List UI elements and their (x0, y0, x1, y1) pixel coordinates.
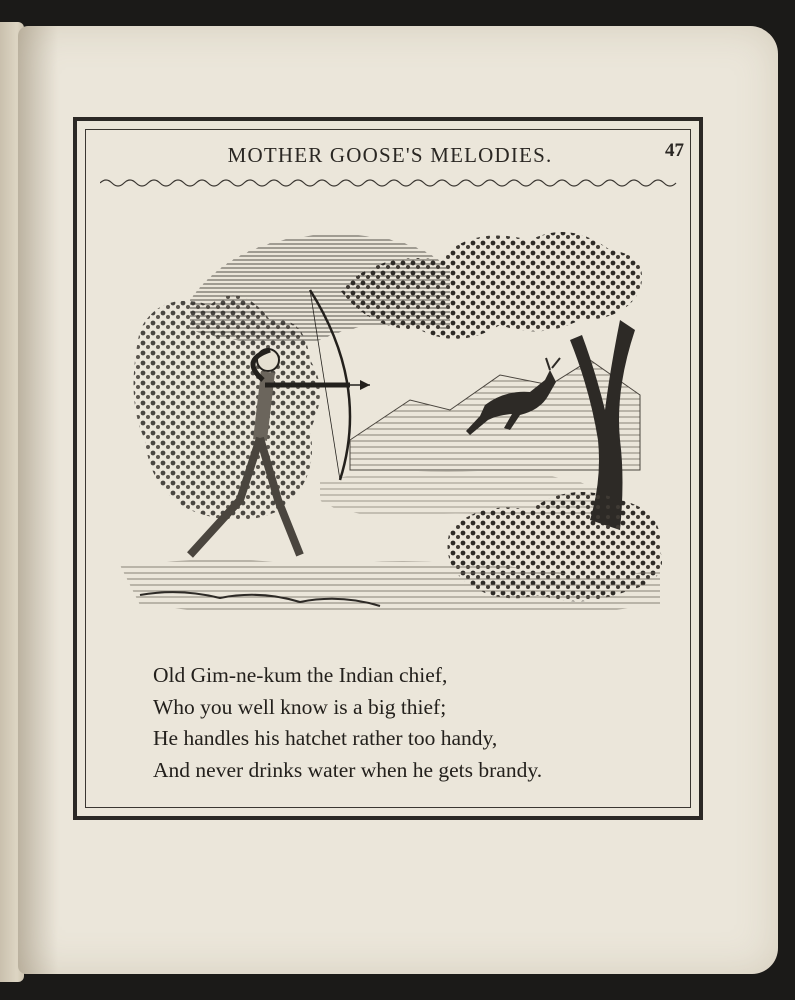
page-number: 47 (665, 140, 684, 161)
verse-line-3: He handles his hatchet rather too handy, (153, 726, 498, 750)
running-head: MOTHER GOOSE'S MELODIES. (227, 143, 553, 167)
wavy-rule (100, 176, 685, 190)
verse-line-2: Who you well know is a big thief; (153, 694, 447, 719)
verse-line-1: Old Gim-ne-kum the Indian chief, (153, 663, 448, 687)
verse (153, 660, 673, 786)
gutter-shadow (18, 26, 58, 974)
woodcut-archer-hunting-deer-illustration (120, 210, 675, 640)
verse-line-4: And never drinks water when he gets brandy. (153, 757, 543, 782)
